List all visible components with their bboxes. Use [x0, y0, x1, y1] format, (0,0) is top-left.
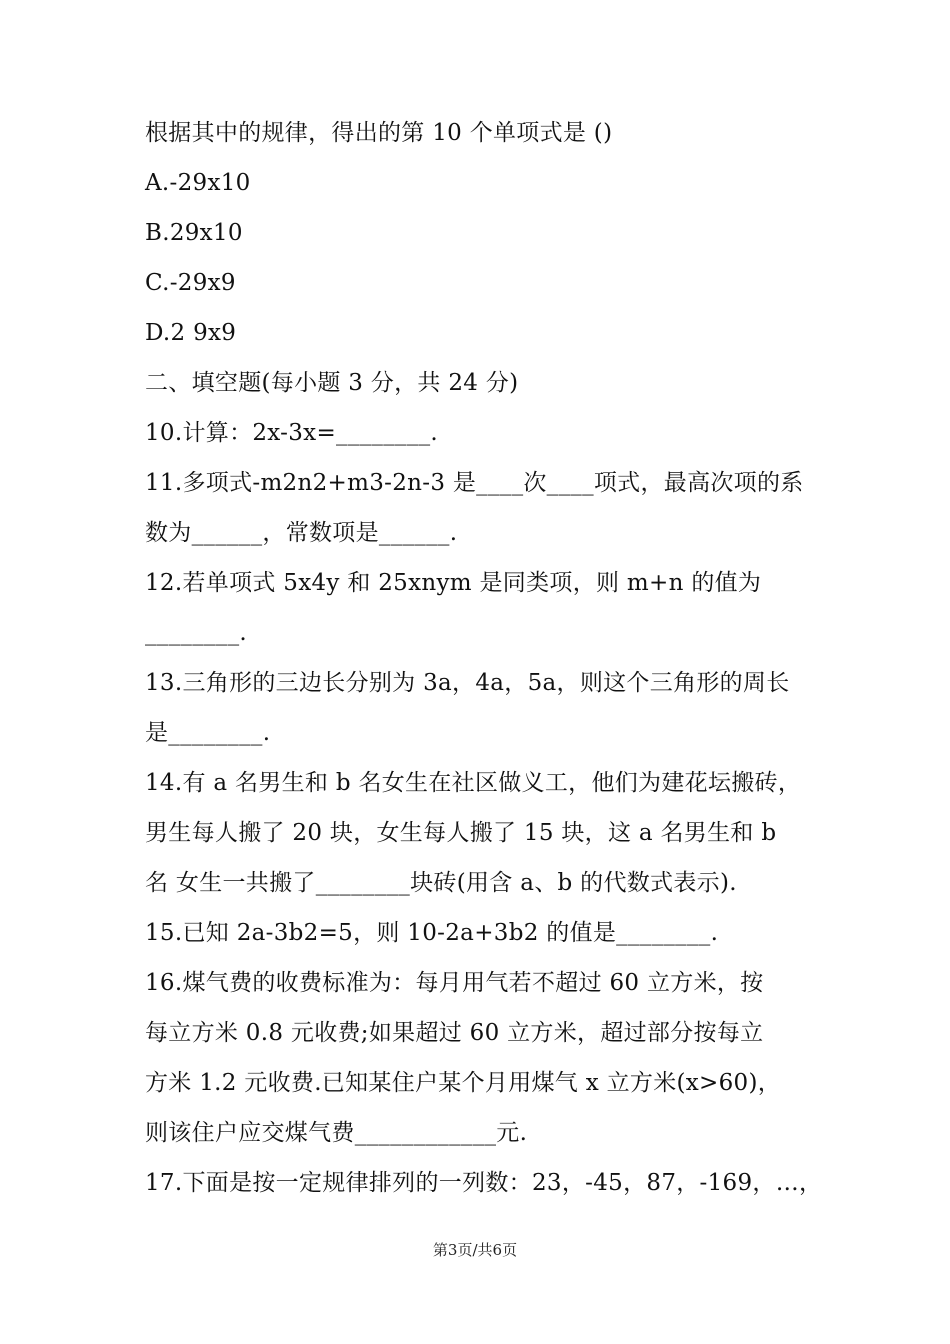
- text-line-question-13-b: 是________.: [145, 720, 271, 746]
- text-line-question-16-c: 方米 1.2 元收费.已知某住户某个月用煤气 x 立方米(x>60)，: [145, 1070, 782, 1096]
- text-line-option-d: D.2 9x9: [145, 320, 237, 346]
- text-line-question-12-a: 12.若单项式 5x4y 和 25xnym 是同类项，则 m+n 的值为: [145, 570, 762, 596]
- text-line-option-c: C.-29x9: [145, 270, 236, 296]
- text-line-option-b: B.29x10: [145, 220, 243, 246]
- text-line-question-12-b: ________.: [145, 620, 248, 646]
- section-heading-fill-in: 二、填空题(每小题 3 分，共 24 分): [145, 370, 519, 396]
- text-line-question-11-a: 11.多项式-m2n2+m3-2n-3 是____次____项式，最高次项的系: [145, 470, 804, 496]
- text-line-question-9-stem: 根据其中的规律，得出的第 10 个单项式是 (): [145, 120, 613, 146]
- text-line-question-16-a: 16.煤气费的收费标准为：每月用气若不超过 60 立方米，按: [145, 970, 764, 996]
- text-line-option-a: A.-29x10: [145, 170, 251, 196]
- page-number-footer: 第3页/共6页: [432, 1241, 518, 1259]
- text-line-question-14-b: 男生每人搬了 20 块，女生每人搬了 15 块，这 a 名男生和 b: [145, 820, 777, 846]
- text-line-question-16-b: 每立方米 0.8 元收费;如果超过 60 立方米，超过部分按每立: [145, 1020, 764, 1046]
- text-line-question-15: 15.已知 2a-3b2=5，则 10-2a+3b2 的值是________.: [145, 920, 719, 946]
- text-line-question-16-d: 则该住户应交煤气费____________元.: [145, 1120, 528, 1146]
- text-line-question-13-a: 13.三角形的三边长分别为 3a，4a，5a，则这个三角形的周长: [145, 670, 790, 696]
- text-line-question-17: 17.下面是按一定规律排列的一列数：23，-45，87，-169，…，: [145, 1170, 823, 1196]
- text-line-question-14-c: 名 女生一共搬了________块砖(用含 a、b 的代数式表示).: [145, 870, 737, 896]
- text-line-question-11-b: 数为______，常数项是______.: [145, 520, 458, 546]
- text-line-question-14-a: 14.有 a 名男生和 b 名女生在社区做义工，他们为建花坛搬砖，: [145, 770, 802, 796]
- text-line-question-10: 10.计算：2x-3x=________.: [145, 420, 439, 446]
